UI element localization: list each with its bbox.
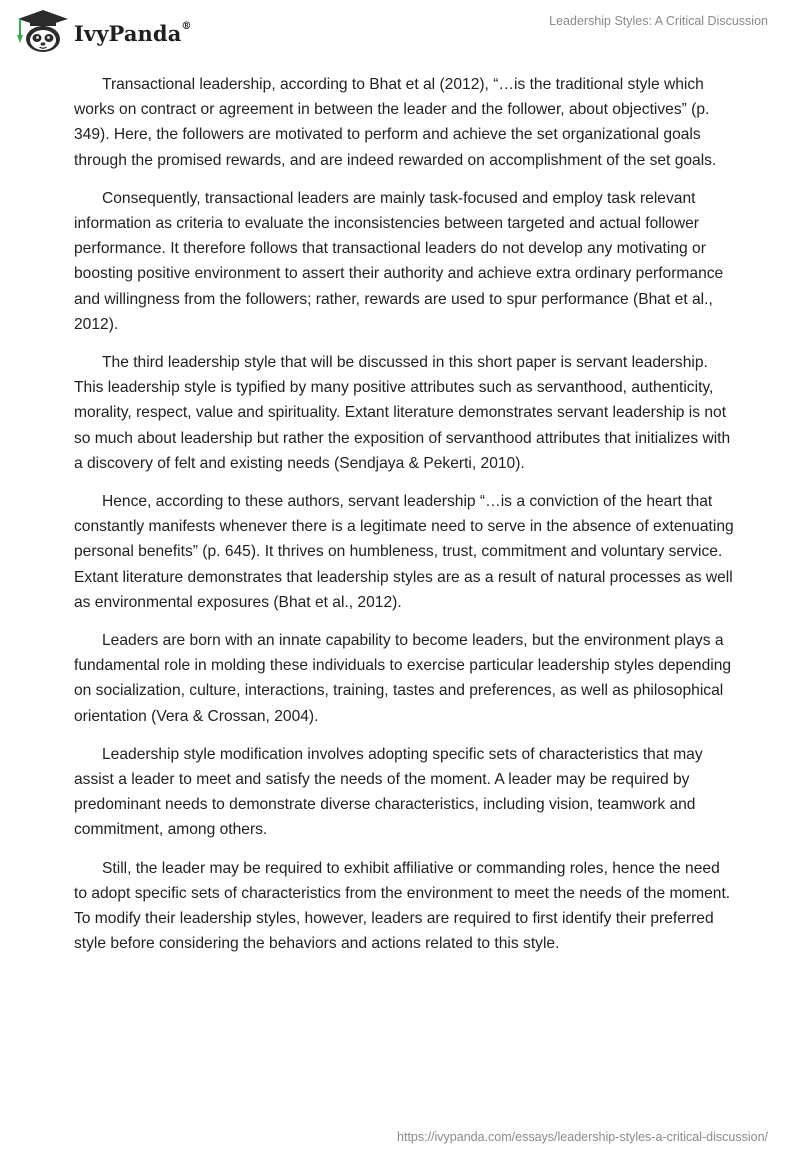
paragraph: Hence, according to these authors, servant leadership “…is a conviction of the heart that constantly manifests whenever there is a legitimate need to serve in the absence of extenuating personal benefits” (p. 645). It thrives on humbleness, trust, commitment and voluntary service. Extant literature demonstrates that leadership styles are as a result of natural processes as well as environmental exposures (Bhat et al., 2012). xyxy=(74,493,734,611)
logo-text: IvyPanda xyxy=(74,20,182,46)
ivypanda-logo[interactable] xyxy=(14,8,192,54)
paragraph: Still, the leader may be required to exhibit affiliative or commanding roles, hence the need to adopt specific sets of characteristics from the environment to meet the needs of the moment. To modify their leadership styles, however, leaders are required to first identify their preferred style before considering the behaviors and actions related to this style. xyxy=(74,859,731,953)
essay-body xyxy=(74,72,734,970)
logo-wordmark xyxy=(74,21,192,46)
paragraph: The third leadership style that will be discussed in this short paper is servant leadership. This leadership style is typified by many positive attributes such as servanthood, authenticity, morality, respect, value and spirituality. Extant literature demonstrates servant leadership is not so much about leadership but rather the exposition of servanthood attributes that initializes with a discovery of felt and existing needs (Sendjaya & Pekerti, 2010). xyxy=(74,354,731,472)
paragraph: Transactional leadership, according to Bhat et al (2012), “…is the traditional style which works on contract or agreement in between the leader and the follower, about objectives” (p. 349). Here, the followers are motivated to perform and achieve the set organizational goals through the promised rewards, and are indeed rewarded on accomplishment of the set goals. xyxy=(74,76,717,169)
paragraph: Consequently, transactional leaders are mainly task-focused and employ task relevant information as criteria to evaluate the inconsistencies between targeted and actual follower performance. It therefore follows that transactional leaders do not develop any motivating or boosting positive environment to assert their authority and achieve extra ordinary performance and willingness from the followers; rather, rewards are used to spur performance (Bhat et al., 2012). xyxy=(74,189,724,333)
page-header xyxy=(0,0,800,60)
source-url[interactable]: https://ivypanda.com/essays/leadership-styles-a-critical-discussion/ xyxy=(397,1130,768,1144)
paragraph: Leaders are born with an innate capability to become leaders, but the environment plays a fundamental role in molding these individuals to exercise particular leadership styles depending on socialization, culture, interactions, training, tastes and preferences, as well as philosophical orientation (Vera & Crossan, 2004). xyxy=(74,632,732,725)
document-title: Leadership Styles: A Critical Discussion xyxy=(549,14,768,28)
panda-graduation-cap-icon xyxy=(14,8,72,54)
paragraph: Leadership style modification involves adopting specific sets of characteristics that may assist a leader to meet and satisfy the needs of the moment. A leader may be required by predominant needs to demonstrate diverse characteristics, including vision, teamwork and commitment, among others. xyxy=(74,745,703,839)
registered-mark: ® xyxy=(181,20,192,32)
